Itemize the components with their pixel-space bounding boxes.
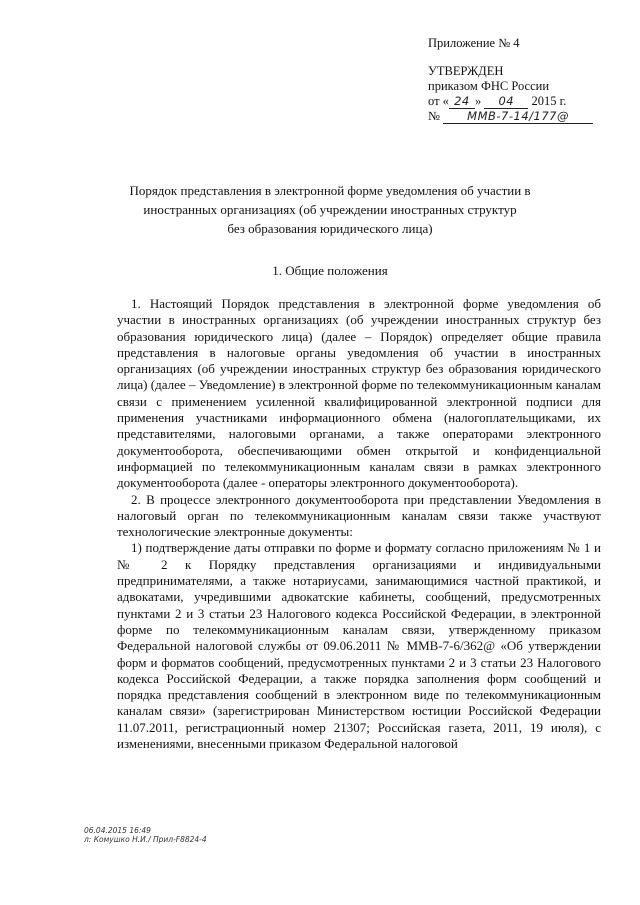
date-mid: » <box>474 94 482 108</box>
date-month: 04 <box>484 95 528 109</box>
document-title <box>100 181 560 238</box>
footer-meta <box>84 826 207 844</box>
body-text <box>117 296 601 752</box>
section-heading: 1. Общие положения <box>272 263 388 278</box>
paragraph: 2. В процессе электронного документооборота при представлении Уведомления в налоговый орган по телекоммуникационным каналам связи также участвуют технологические электронные документы: <box>117 491 601 540</box>
order-number <box>428 109 628 124</box>
footer-timestamp: 06.04.2015 16:49 <box>84 826 151 835</box>
order-date <box>428 94 628 109</box>
number-value: ММВ-7-14/177@ <box>443 110 593 124</box>
date-day: 24 <box>449 95 475 109</box>
title-line: иностранных организациях (об учреждении иностранных структур <box>143 202 517 217</box>
title-line: без образования юридического лица) <box>227 221 433 236</box>
paragraph: 1. Настоящий Порядок представления в электронной форме уведомления об участии в иностранных организациях (об учреждении иностранных структур без образования юридического лица) (далее – Порядок) определяет общие правила представления в налоговые органы уведомления об участии в иностранных организациях (об учреждении иностранных структур без образования юридического лица) (далее – Уведомление) в электронной форме по телекоммуникационным каналам связи с применением усиленной квалифицированной электронной подписи для применения участниками информационного обмена (налогоплательщиками, их представителями, налоговыми органами, а также операторами электронного документооборота, обеспечивающими обмен открытой и конфиденциальной информацией по телекоммуникационным каналам связи в рамках электронного документооборота (далее - операторы электронного документооборота). <box>117 296 601 491</box>
approved-label: УТВЕРЖДЕН <box>428 64 504 78</box>
paragraph: 1) подтверждение даты отправки по форме и формату согласно приложениям № 1 и № 2 к Порядку представления организациями и индивидуальными предпринимателями, а также нотариусами, занимающимися частной практикой, и адвокатами, учредившими адвокатские кабинеты, сообщений, предусмотренных пунктами 2 и 3 статьи 23 Налогового кодекса Российской Федерации, в электронной форме по телекоммуникационным каналам связи, утвержденному приказом Федеральной налоговой службы от 09.06.2011 № ММВ-7-6/362@ «Об утверждении форм и форматов сообщений, предусмотренных пунктами 2 и 3 статьи 23 Налогового кодекса Российской Федерации, а также порядка заполнения форм сообщений и порядка представления сообщений в электронном виде по телекоммуникационным каналам связи» (зарегистрирован Министерством юстиции Российской Федерации 11.07.2011, регистрационный номер 21307; Российская газета, 2011, 19 июля), с изменениями, внесенными приказом Федеральной налоговой <box>117 540 601 752</box>
date-year: 2015 г. <box>531 94 567 108</box>
approval-block <box>428 36 628 124</box>
title-line: Порядок представления в электронной форме уведомления об участии в <box>129 183 531 198</box>
date-prefix: от « <box>428 94 449 108</box>
order-label: приказом ФНС России <box>428 79 550 93</box>
appendix-label: Приложение № 4 <box>428 36 520 50</box>
footer-file-info: л: Комушко Н.И./ Прил-F8824-4 <box>84 835 207 844</box>
number-prefix: № <box>428 109 440 123</box>
